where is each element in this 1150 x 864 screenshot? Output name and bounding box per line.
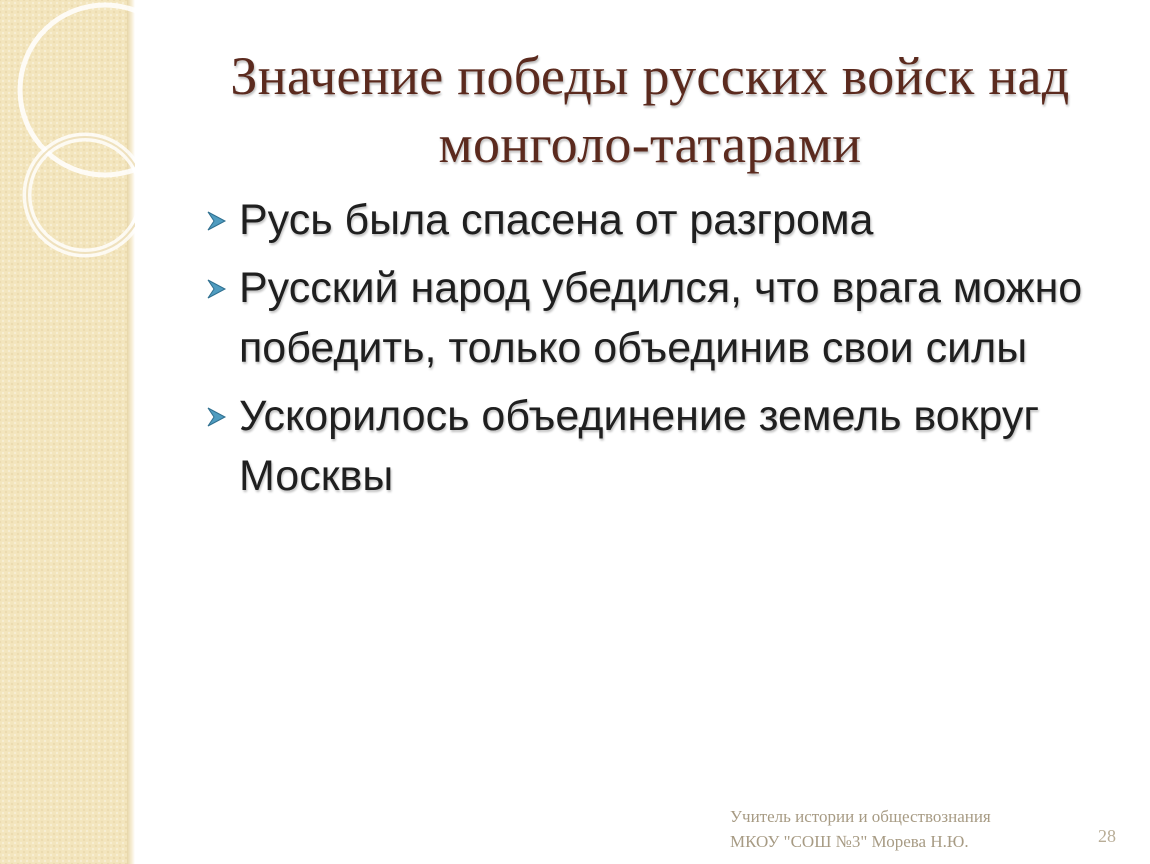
bullet-item bbox=[205, 190, 1105, 250]
bullet-item bbox=[205, 258, 1105, 378]
bullet-text: Русский народ убедился, что врага можно победить, только объединив свои силы bbox=[239, 264, 1083, 372]
bullet-text: Ускорилось объединение земель вокруг Москвы bbox=[239, 392, 1040, 500]
bullet-arrow-icon bbox=[205, 405, 231, 429]
decorative-ring-inner bbox=[27, 137, 135, 253]
bullet-text: Русь была спасена от разгрома bbox=[239, 196, 874, 244]
page-number: 28 bbox=[1098, 826, 1116, 846]
bullet-arrow-icon bbox=[205, 209, 231, 233]
bullet-item bbox=[205, 386, 1105, 506]
bullet-arrow-icon bbox=[205, 277, 231, 301]
footer-author-role: Учитель истории и обществознания bbox=[730, 807, 991, 826]
bullet-list bbox=[205, 190, 1105, 514]
decorative-rings-graphic bbox=[0, 0, 135, 300]
slide-title: Значение победы русских войск над монголо-татарами bbox=[230, 46, 1070, 174]
footer-school-author: МКОУ "СОШ №3" Морева Н.Ю. bbox=[730, 832, 969, 851]
slide-footer bbox=[730, 804, 1050, 854]
